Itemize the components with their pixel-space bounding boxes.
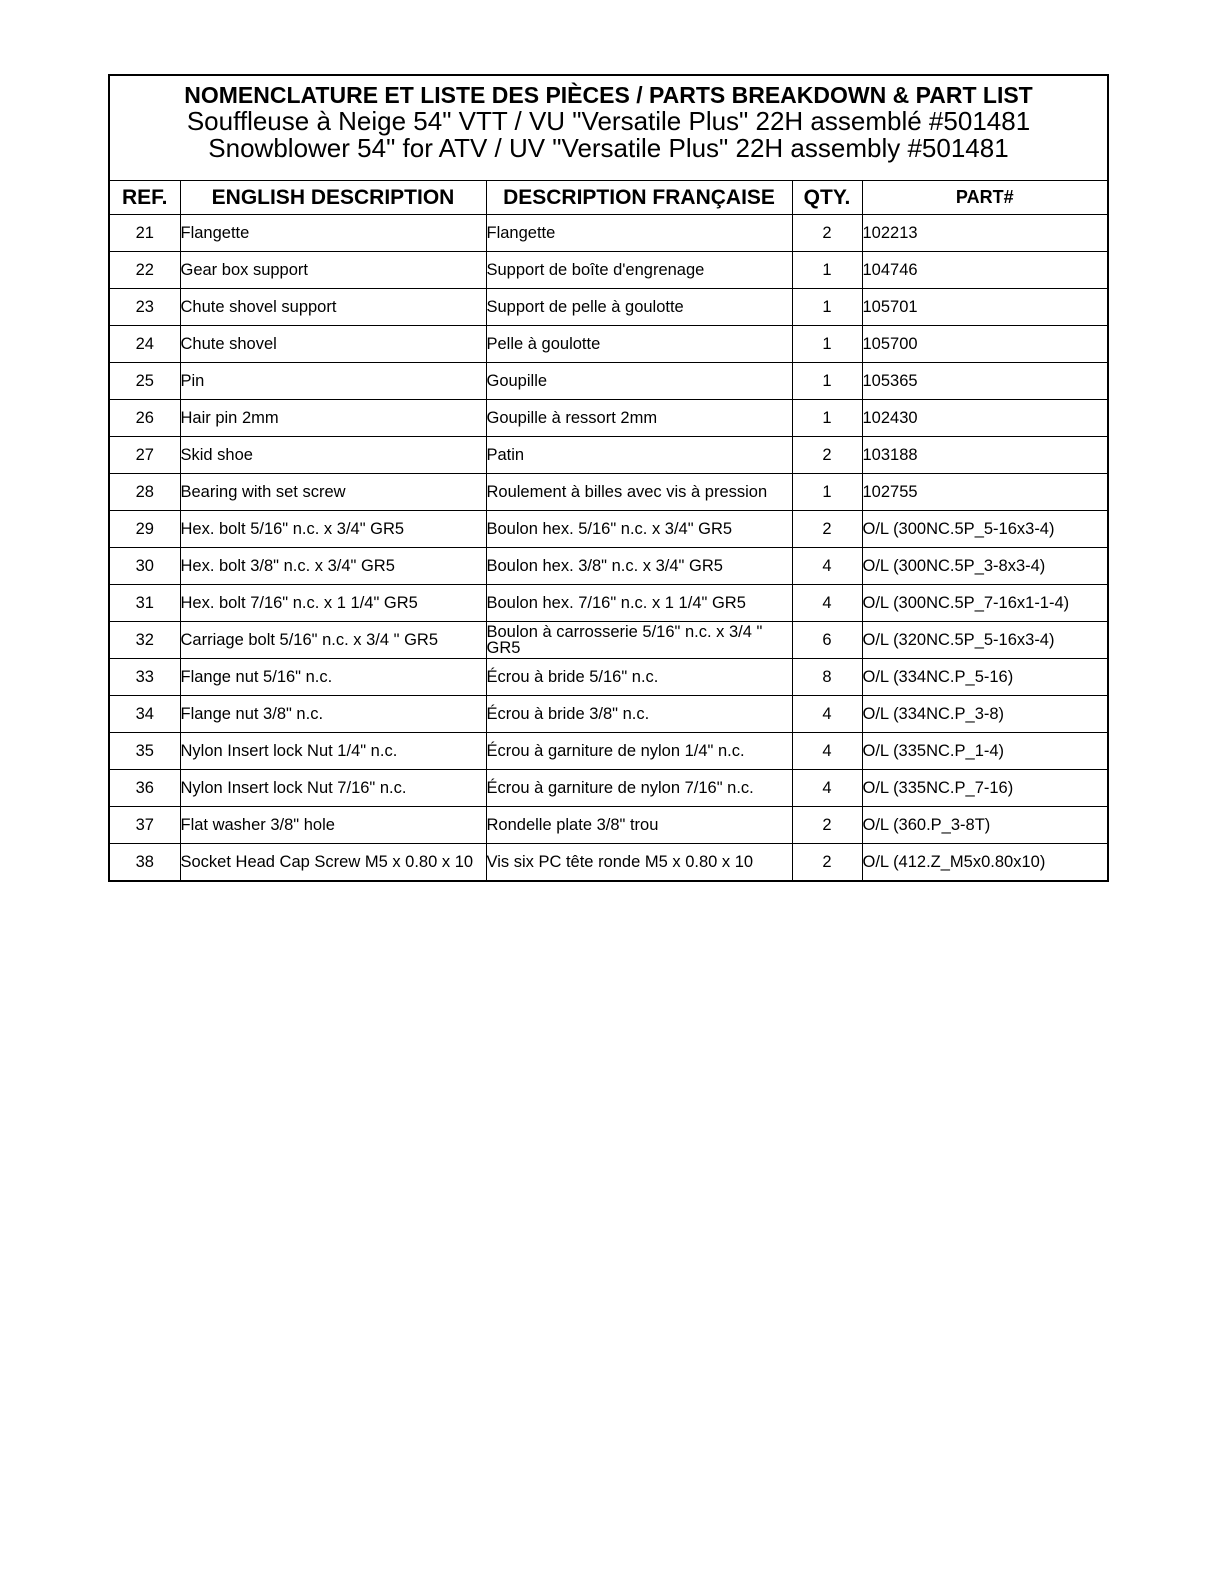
table-row bbox=[110, 474, 1107, 511]
table-row bbox=[110, 252, 1107, 289]
part-number-cell: O/L (300NC.5P_3-8x3-4) bbox=[862, 548, 1107, 585]
qty-cell: 2 bbox=[792, 437, 862, 474]
ref-cell: 38 bbox=[110, 844, 180, 881]
ref-cell: 23 bbox=[110, 289, 180, 326]
table-row bbox=[110, 326, 1107, 363]
french-description-cell: Pelle à goulotte bbox=[486, 326, 792, 363]
table-row bbox=[110, 585, 1107, 622]
table-row bbox=[110, 548, 1107, 585]
french-description-cell: Écrou à garniture de nylon 7/16" n.c. bbox=[486, 770, 792, 807]
table-row bbox=[110, 733, 1107, 770]
english-description-cell: Flange nut 3/8" n.c. bbox=[180, 696, 486, 733]
french-description-cell: Support de boîte d'engrenage bbox=[486, 252, 792, 289]
english-description-cell: Flangette bbox=[180, 215, 486, 252]
qty-cell: 4 bbox=[792, 585, 862, 622]
part-number-cell: O/L (335NC.P_7-16) bbox=[862, 770, 1107, 807]
qty-cell: 6 bbox=[792, 622, 862, 659]
ref-cell: 22 bbox=[110, 252, 180, 289]
table-row bbox=[110, 844, 1107, 881]
french-description-cell: Flangette bbox=[486, 215, 792, 252]
part-number-cell: 105365 bbox=[862, 363, 1107, 400]
qty-cell: 4 bbox=[792, 548, 862, 585]
english-description-cell: Chute shovel support bbox=[180, 289, 486, 326]
qty-cell: 4 bbox=[792, 696, 862, 733]
english-description-cell: Hex. bolt 3/8" n.c. x 3/4" GR5 bbox=[180, 548, 486, 585]
table-row bbox=[110, 289, 1107, 326]
french-description-cell: Rondelle plate 3/8" trou bbox=[486, 807, 792, 844]
qty-cell: 2 bbox=[792, 511, 862, 548]
table-row bbox=[110, 400, 1107, 437]
part-number-cell: O/L (334NC.P_3-8) bbox=[862, 696, 1107, 733]
assembly-title-french: Souffleuse à Neige 54" VTT / VU "Versatile Plus" 22H assemblé #501481 bbox=[186, 106, 1031, 136]
french-description-cell: Vis six PC tête ronde M5 x 0.80 x 10 bbox=[486, 844, 792, 881]
french-description-cell: Support de pelle à goulotte bbox=[486, 289, 792, 326]
part-number-cell: O/L (300NC.5P_7-16x1-1-4) bbox=[862, 585, 1107, 622]
ref-cell: 36 bbox=[110, 770, 180, 807]
french-description-cell: Boulon à carrosserie 5/16" n.c. x 3/4 " GR5 bbox=[486, 622, 792, 659]
column-header-ref: REF. bbox=[110, 181, 180, 215]
part-number-cell: O/L (320NC.5P_5-16x3-4) bbox=[862, 622, 1107, 659]
french-description-cell: Boulon hex. 7/16" n.c. x 1 1/4" GR5 bbox=[486, 585, 792, 622]
ref-cell: 21 bbox=[110, 215, 180, 252]
ref-cell: 31 bbox=[110, 585, 180, 622]
assembly-title-english: Snowblower 54" for ATV / UV "Versatile Plus" 22H assembly #501481 bbox=[208, 133, 1009, 163]
english-description-cell: Chute shovel bbox=[180, 326, 486, 363]
french-description-cell: Écrou à bride 3/8" n.c. bbox=[486, 696, 792, 733]
part-number-cell: 104746 bbox=[862, 252, 1107, 289]
french-description-cell: Boulon hex. 5/16" n.c. x 3/4" GR5 bbox=[486, 511, 792, 548]
english-description-cell: Skid shoe bbox=[180, 437, 486, 474]
part-number-cell: 102213 bbox=[862, 215, 1107, 252]
table-row bbox=[110, 770, 1107, 807]
qty-cell: 1 bbox=[792, 474, 862, 511]
part-number-cell: O/L (360.P_3-8T) bbox=[862, 807, 1107, 844]
english-description-cell: Hex. bolt 5/16" n.c. x 3/4" GR5 bbox=[180, 511, 486, 548]
table-row bbox=[110, 696, 1107, 733]
part-number-cell: O/L (300NC.5P_5-16x3-4) bbox=[862, 511, 1107, 548]
ref-cell: 29 bbox=[110, 511, 180, 548]
english-description-cell: Gear box support bbox=[180, 252, 486, 289]
french-description-cell: Roulement à billes avec vis à pression bbox=[486, 474, 792, 511]
ref-cell: 27 bbox=[110, 437, 180, 474]
column-header-french-description: DESCRIPTION FRANÇAISE bbox=[486, 181, 792, 215]
document-title: NOMENCLATURE ET LISTE DES PIÈCES / PARTS BREAKDOWN & PART LIST bbox=[184, 82, 1033, 108]
part-number-cell: 103188 bbox=[862, 437, 1107, 474]
table-row bbox=[110, 437, 1107, 474]
english-description-cell: Flange nut 5/16" n.c. bbox=[180, 659, 486, 696]
qty-cell: 1 bbox=[792, 289, 862, 326]
ref-cell: 37 bbox=[110, 807, 180, 844]
french-description-cell: Goupille à ressort 2mm bbox=[486, 400, 792, 437]
french-description-cell: Boulon hex. 3/8" n.c. x 3/4" GR5 bbox=[486, 548, 792, 585]
part-number-cell: O/L (335NC.P_1-4) bbox=[862, 733, 1107, 770]
table-row bbox=[110, 659, 1107, 696]
table-row bbox=[110, 363, 1107, 400]
part-number-cell: O/L (334NC.P_5-16) bbox=[862, 659, 1107, 696]
ref-cell: 33 bbox=[110, 659, 180, 696]
ref-cell: 30 bbox=[110, 548, 180, 585]
ref-cell: 26 bbox=[110, 400, 180, 437]
part-number-cell: 105700 bbox=[862, 326, 1107, 363]
column-header-qty: QTY. bbox=[792, 181, 862, 215]
table-header-row bbox=[110, 181, 1107, 215]
english-description-cell: Carriage bolt 5/16" n.c. x 3/4 " GR5 bbox=[180, 622, 486, 659]
column-header-english-description: ENGLISH DESCRIPTION bbox=[180, 181, 486, 215]
english-description-cell: Pin bbox=[180, 363, 486, 400]
part-number-cell: 102430 bbox=[862, 400, 1107, 437]
qty-cell: 2 bbox=[792, 215, 862, 252]
ref-cell: 25 bbox=[110, 363, 180, 400]
qty-cell: 8 bbox=[792, 659, 862, 696]
parts-list-sheet bbox=[108, 74, 1109, 882]
table-row bbox=[110, 215, 1107, 252]
english-description-cell: Hair pin 2mm bbox=[180, 400, 486, 437]
qty-cell: 2 bbox=[792, 807, 862, 844]
french-description-cell: Écrou à bride 5/16" n.c. bbox=[486, 659, 792, 696]
table-row bbox=[110, 807, 1107, 844]
english-description-cell: Bearing with set screw bbox=[180, 474, 486, 511]
qty-cell: 1 bbox=[792, 252, 862, 289]
qty-cell: 2 bbox=[792, 844, 862, 881]
english-description-cell: Nylon Insert lock Nut 1/4" n.c. bbox=[180, 733, 486, 770]
ref-cell: 35 bbox=[110, 733, 180, 770]
english-description-cell: Hex. bolt 7/16" n.c. x 1 1/4" GR5 bbox=[180, 585, 486, 622]
qty-cell: 4 bbox=[792, 733, 862, 770]
french-description-cell: Écrou à garniture de nylon 1/4" n.c. bbox=[486, 733, 792, 770]
ref-cell: 34 bbox=[110, 696, 180, 733]
qty-cell: 1 bbox=[792, 363, 862, 400]
english-description-cell: Flat washer 3/8" hole bbox=[180, 807, 486, 844]
parts-table bbox=[110, 181, 1107, 880]
part-number-cell: 102755 bbox=[862, 474, 1107, 511]
qty-cell: 4 bbox=[792, 770, 862, 807]
title-block bbox=[110, 76, 1107, 181]
english-description-cell: Socket Head Cap Screw M5 x 0.80 x 10 bbox=[180, 844, 486, 881]
qty-cell: 1 bbox=[792, 400, 862, 437]
english-description-cell: Nylon Insert lock Nut 7/16" n.c. bbox=[180, 770, 486, 807]
ref-cell: 32 bbox=[110, 622, 180, 659]
qty-cell: 1 bbox=[792, 326, 862, 363]
table-row bbox=[110, 511, 1107, 548]
ref-cell: 24 bbox=[110, 326, 180, 363]
table-row bbox=[110, 622, 1107, 659]
column-header-part-number: PART# bbox=[862, 181, 1107, 215]
ref-cell: 28 bbox=[110, 474, 180, 511]
part-number-cell: 105701 bbox=[862, 289, 1107, 326]
french-description-cell: Goupille bbox=[486, 363, 792, 400]
parts-table-body bbox=[110, 215, 1107, 881]
french-description-cell: Patin bbox=[486, 437, 792, 474]
part-number-cell: O/L (412.Z_M5x0.80x10) bbox=[862, 844, 1107, 881]
